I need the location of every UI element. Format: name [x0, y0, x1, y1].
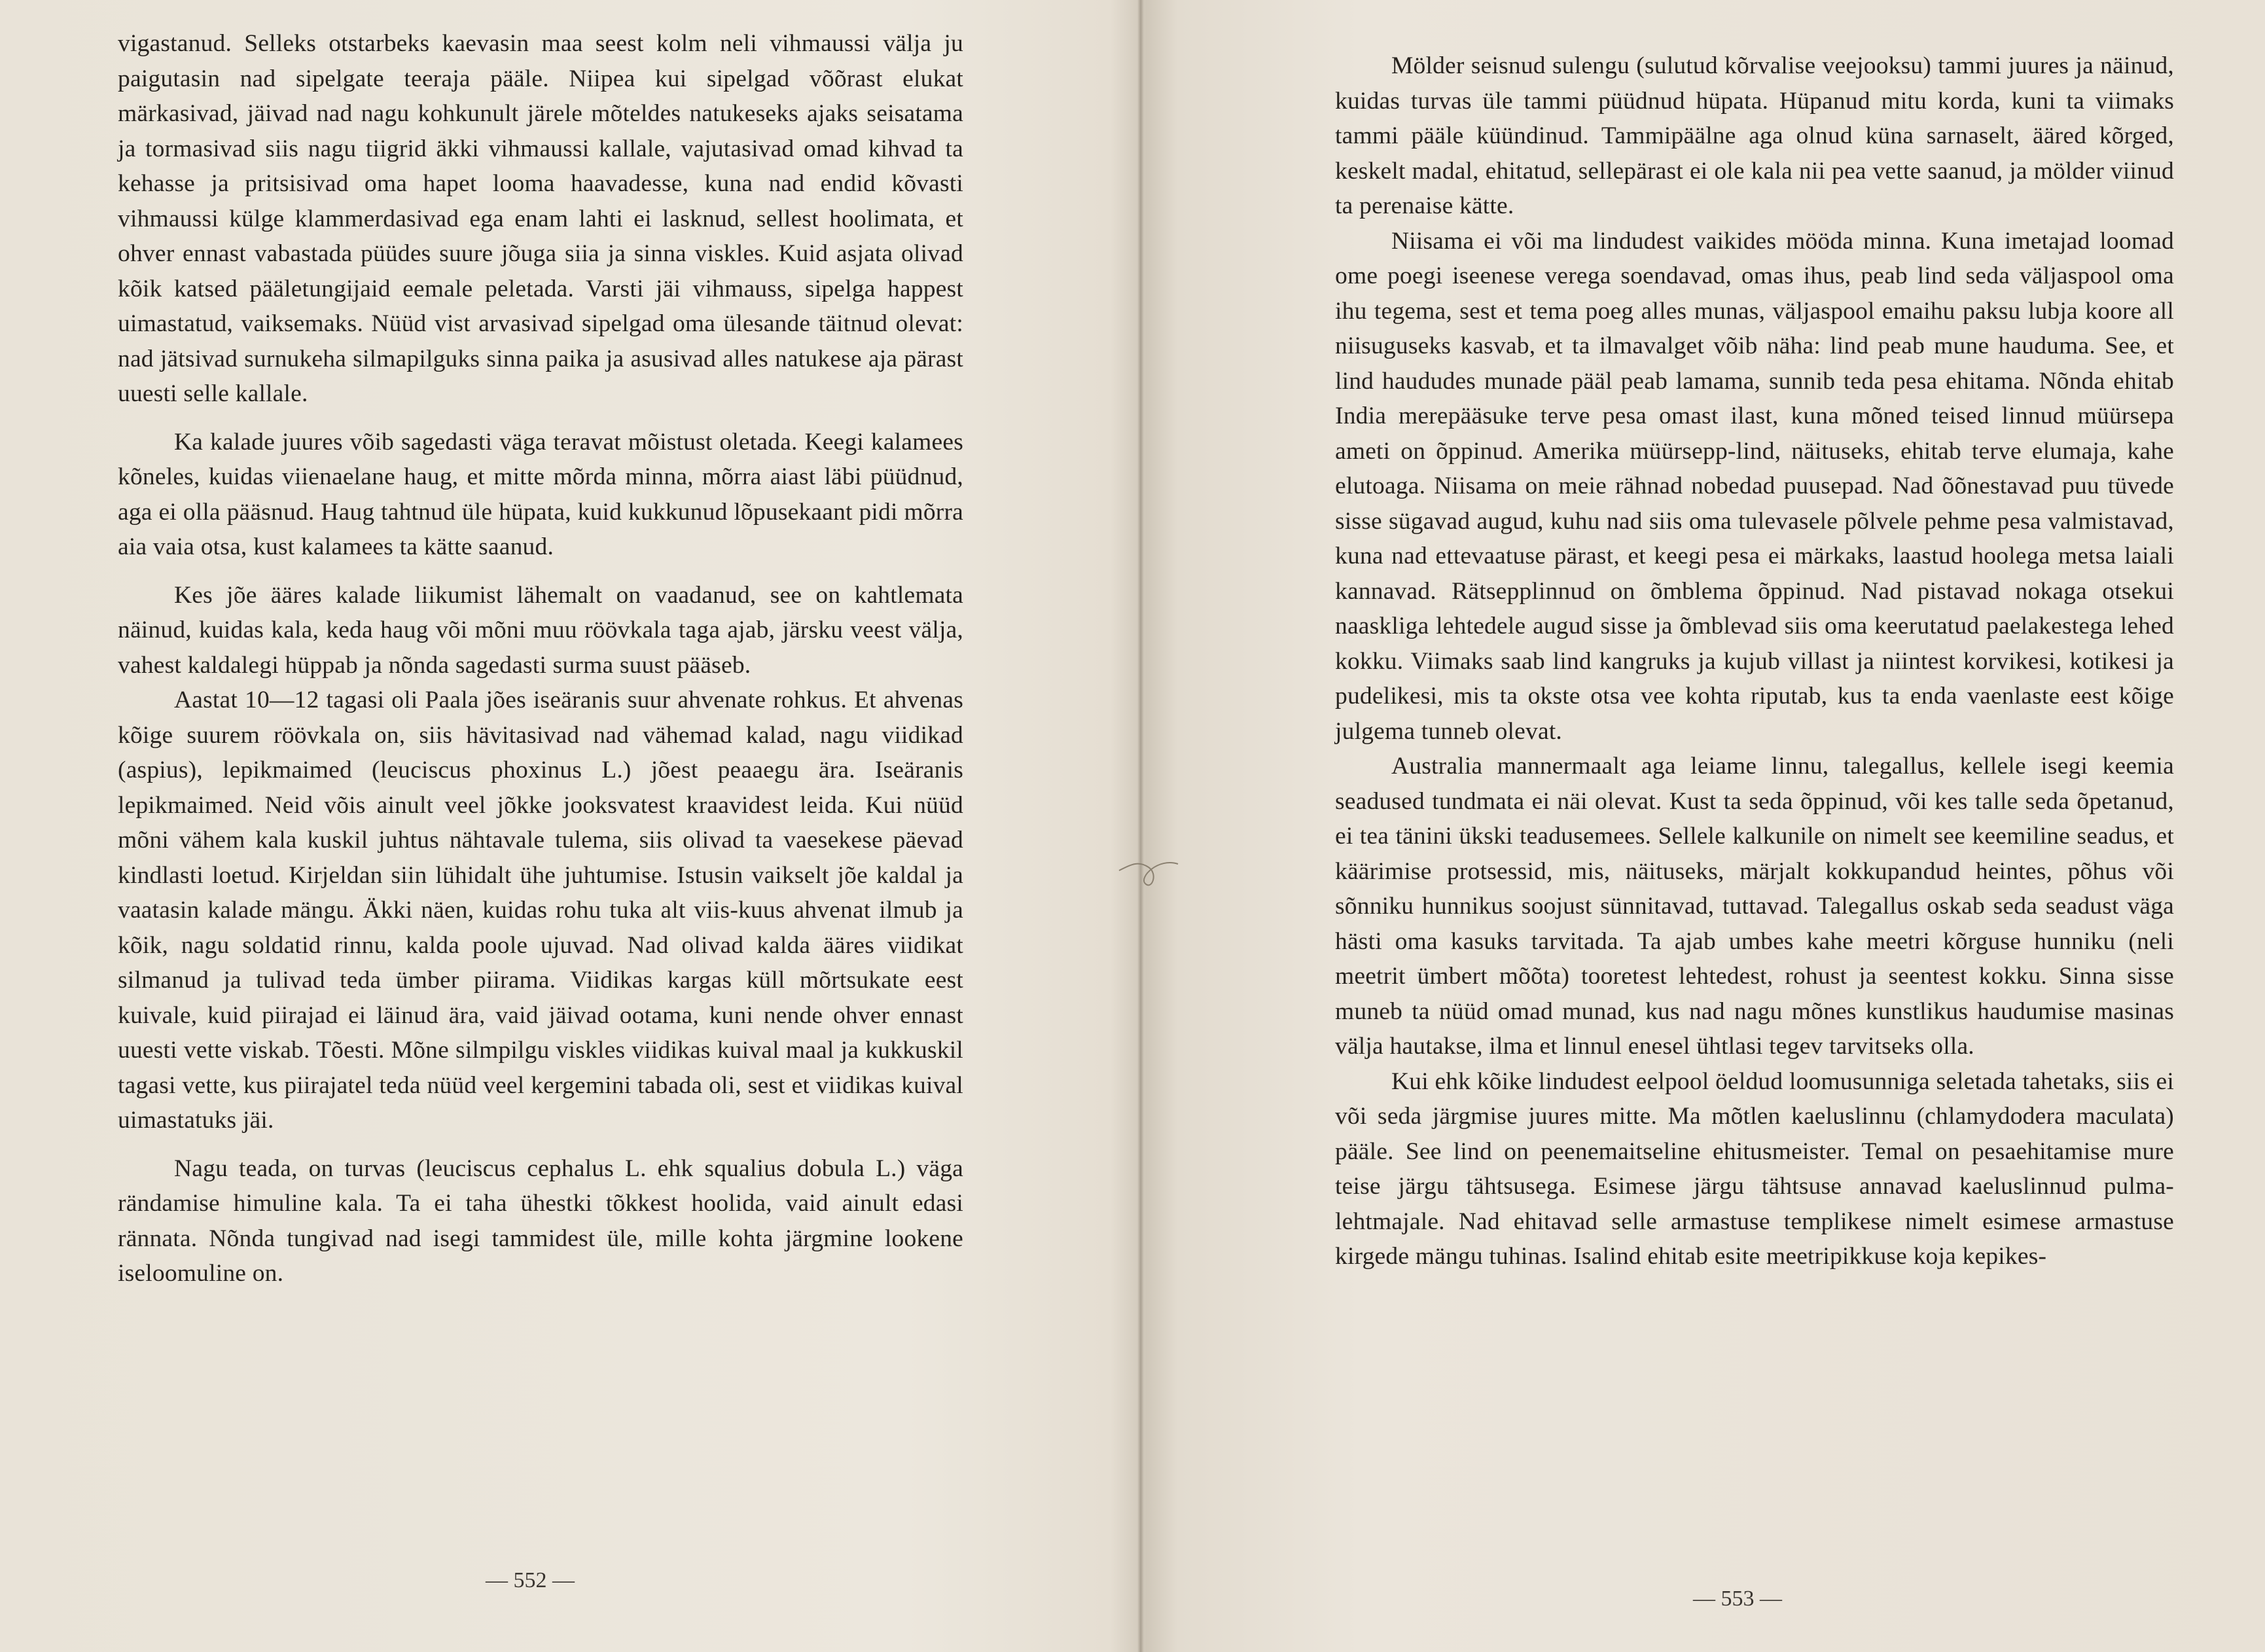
book-gutter: [1137, 0, 1144, 1652]
left-paragraph-4: Aastat 10—12 tagasi oli Paala jões iseäranis suur ahvenate rohkus. Et ahvenas kõige suurem röövkala on, siis hävitasivad nad vähemad kalad, nagu viidikad (aspius), lepikmaimed (leuciscus phoxinus L.) jõest peaaegu ära. Iseäranis lepikmaimed. Neid võis ainult veel jõkke jooksvatest kraavidest leida. Kui nüüd mõni vähem kala kuskil juhtus nähtavale tulema, siis olivad ta vaesekese päevad kindlasti loetud. Kirjeldan siin lühidalt ühe juhtumise. Istusin vaikselt jõe kaldal ja vaatasin kalade mängu. Äkki näen, kuidas rohu tuka alt viis-kuus ahvenat ilmub ja kõik, nagu soldatid rinnu, kalda poole ujuvad. Nad olivad kalda ääres viidikat silmanud ja tulivad teda ümber piirama. Viidikas kargas küll mõrtsukate eest kuivale, kuid piirajad ei läinud ära, vaid jäivad ootama, kuni nende ohver ennast uuesti vette viskab. Tõesti. Mõne silmpilgu viskles viidikas kuival maal ja kukkuskil tagasi vette, kus piirajatel teda nüüd veel kergemini tabada oli, sest et viidikas kuival uimastatuks jäi.: [118, 687, 963, 1134]
right-paragraph-4: Kui ehk kõike lindudest eelpool öeldud loomusunniga seletada tahetaks, siis ei või seda järgmise juures mitte. Ma mõtlen kaeluslinnu (chlamydodera maculata) pääle. See lind on peenemaitseline ehitusmeister. Temal on pesaehitamise mure teise järgu tähtsusega. Esimese järgu tähtsuse annavad kaeluslinnud pulma-lehtmajale. Nad ehitavad selle armastuse templikese nimelt esimese armastuse kirgede mängu tuhinas. Isalind ehitab esite meetripikkuse koja kepikes-: [1335, 1068, 2174, 1270]
right-paragraph-2: Niisama ei või ma lindudest vaikides mööda minna. Kuna imetajad loomad ome poegi iseenese verega soendavad, omas ihus, peab lind seda väljaspool oma ihu tegema, sest et tema poeg alles munas, väljaspool emaihu paksu lubja koore all niisuguseks kasvab, et ta ilmavalget võib näha: lind peab mune hauduma. See, et lind haududes munade pääl peab lamama, sunnib teda pesa ehitama. Nõnda ehitab India merepääsuke terve pesa omast ilast, kuna mõned teised linnud müürsepa ameti on õppinud. Amerika müürsepp-lind, näituseks, ehitab terve elumaja, kahe elutoaga. Niisama on meie rähnad nobedad puusepad. Nad õõnestavad puu tüvede sisse sügavad augud, kuhu nad siis oma tulevasele põlvele pehme pesa valmistavad, kuna nad ettevaatuse pärast, et keegi pesa ei märkaks, laastud hoolega metsa laiali kannavad. Rätsepplinnud on õmblema õppinud. Nad pistavad nokaga otsekui naaskliga lehtedele augud sisse ja õmblevad siis oma keerutatud paelakestega lehed kokku. Viimaks saab lind kangruks ja kujub villast ja niintest korvikesi, kotikesi ja pudelikesi, mis ta okste otsa vee kohta riputab, kus ta enda vaenlaste eest kõige julgema tunneb olevat.: [1335, 227, 2174, 745]
right-page-number: — 553 —: [1693, 1587, 1782, 1611]
left-paragraph-1: vigastanud. Selleks otstarbeks kaevasin maa seest kolm neli vihmaussi välja ju paigutasin nad sipelgate teeraja pääle. Niipea kui sipelgad võõrast elukat märkasivad, jäivad nad nagu kohkunult järele mõteldes natukeseks ajaks seisatama ja tormasivad siis nagu tiigrid äkki vihmaussi kallale, vajutasivad omad kihvad ta kehasse ja pritsisivad oma hapet looma haavadesse, kuna nad endid kõvasti vihmaussi külge klammerdasivad ega enam lahti ei lasknud, sellest hoolimata, et ohver ennast vabastada püüdes suure jõuga siia ja sinna viskles. Kuid asjata olivad kõik katsed pääletungijaid eemale peletada. Varsti jäi vihmauss, sipelga happest uimastatud, vaiksemaks. Nüüd vist arvasivad sipelgad oma ülesande täitnud olevat: nad jätsivad surnukeha silmapilguks sinna paika ja asusivad alles natukese aja pärast uuesti selle kallale.: [118, 30, 963, 407]
binding-thread: [1113, 844, 1185, 897]
left-page: [118, 26, 963, 1291]
right-paragraph-1: Mölder seisnud sulengu (sulutud kõrvalise veejooksu) tammi juures ja näinud, kuidas turvas üle tammi püüdnud hüpata. Hüpanud mitu korda, kuni ta viimaks tammi pääle küündinud. Tammipäälne aga olnud küna sarnaselt, ääred kõrged, keskelt madal, ehitatud, sellepärast ei ole kala nii pea vette saanud, ja mölder viinud ta perenaise kätte.: [1335, 52, 2174, 219]
right-page: [1335, 48, 2174, 1274]
right-paragraph-3: Australia mannermaalt aga leiame linnu, talegallus, kellele isegi keemia seadused tundmata ei näi olevat. Kust ta seda õppinud, või kes talle seda õpetanud, ei tea tänini ükski teadusemees. Sellele kalkunile on nimelt see keemiline seadus, et käärimise protsessid, mis, näituseks, märjalt kokkupandud heintes, põhus või sõnniku hunnikus soojust sünnitavad, tuttavad. Talegallus oskab seda seadust väga hästi oma kasuks tarvitada. Ta ajab umbes kahe meetri kõrguse hunniku (neli meetrit ümbert mõõta) tooretest lehtedest, rohust ja seentest kokku. Sinna sisse muneb ta nüüd omad munad, kus nad nagu mõnes kunstlikus haudumise masinas välja hautakse, ilma et linnul enesel ühtlasi tegev tarvitseks olla.: [1335, 753, 2174, 1060]
left-paragraph-3: Kes jõe ääres kalade liikumist lähemalt on vaadanud, see on kahtlemata näinud, kuidas kala, keda haug või mõni muu röövkala taga ajab, järsku veest välja, vahest kaldalegi hüppab ja nõnda sagedasti surma suust pääseb.: [118, 581, 963, 679]
left-paragraph-2: Ka kalade juures võib sagedasti väga teravat mõistust oletada. Keegi kalamees kõneles, kuidas viienaelane haug, et mitte mõrda minna, mõrra aiast läbi püüdnud, aga ei olla pääsnud. Haug tahtnud üle hüpata, kuid kukkunud lõpusekaant pidi mõrra aia vaia otsa, kust kalamees ta kätte saanud.: [118, 428, 963, 560]
left-paragraph-5: Nagu teada, on turvas (leuciscus cephalus L. ehk squalius dobula L.) väga rändamise himuline kala. Ta ei taha ühestki tõkkest hoolida, vaid ainult edasi rännata. Nõnda tungivad nad isegi tammidest üle, mille kohta järgmine lookene iseloomuline on.: [118, 1155, 963, 1287]
left-page-number: — 552 —: [486, 1568, 575, 1592]
